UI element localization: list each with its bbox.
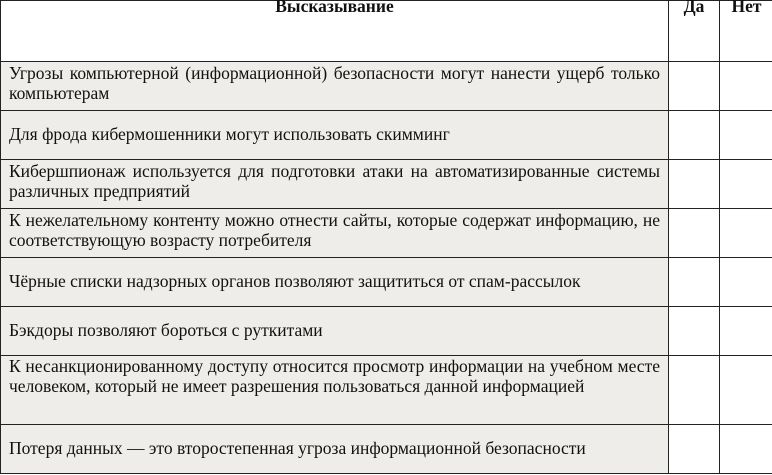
statement-cell: Угрозы компьютерной (информационной) безопасности могут нанести ущерб только компьютерам [1, 62, 669, 111]
statement-cell: К нежелательному контенту можно отнести сайты, которые содержат информацию, не соответствующую возрасту потребителя [1, 209, 669, 258]
answer-no-cell[interactable] [720, 307, 772, 356]
answer-yes-cell[interactable] [669, 258, 720, 307]
table-row [1, 111, 772, 160]
header-yes-label: Да [683, 0, 705, 16]
answer-no-cell[interactable] [720, 209, 772, 258]
table-row [1, 356, 772, 425]
statement-cell: Для фрода кибермошенники могут использовать скимминг [1, 111, 669, 160]
table-row [1, 258, 772, 307]
header-no [720, 1, 772, 62]
answer-no-cell[interactable] [720, 62, 772, 111]
answer-no-cell[interactable] [720, 258, 772, 307]
header-statement-label: Высказывание [275, 0, 394, 16]
answer-no-cell[interactable] [720, 356, 772, 425]
answer-no-cell[interactable] [720, 160, 772, 209]
table-header-row [1, 1, 772, 62]
header-no-label: Нет [731, 0, 762, 16]
answer-yes-cell[interactable] [669, 160, 720, 209]
answer-yes-cell[interactable] [669, 356, 720, 425]
statement-cell: К несанкционированному доступу относится просмотр информации на учебном месте человеком, который не имеет разрешения пользоваться данной информацией [1, 356, 669, 425]
header-yes [669, 1, 720, 62]
statement-cell: Потеря данных — это второстепенная угроза информационной безопасности [1, 425, 669, 474]
table-row [1, 209, 772, 258]
answer-yes-cell[interactable] [669, 307, 720, 356]
answer-yes-cell[interactable] [669, 425, 720, 474]
header-statement [1, 1, 669, 62]
table-row [1, 425, 772, 474]
table-row [1, 62, 772, 111]
answer-yes-cell[interactable] [669, 209, 720, 258]
statement-cell: Чёрные списки надзорных органов позволяют защититься от спам-рассылок [1, 258, 669, 307]
statement-cell: Кибершпионаж используется для подготовки атаки на автоматизированные системы различных предприятий [1, 160, 669, 209]
answer-yes-cell[interactable] [669, 62, 720, 111]
answer-no-cell[interactable] [720, 425, 772, 474]
statement-cell: Бэкдоры позволяют бороться с руткитами [1, 307, 669, 356]
table-row [1, 307, 772, 356]
table-row [1, 160, 772, 209]
answer-no-cell[interactable] [720, 111, 772, 160]
answer-yes-cell[interactable] [669, 111, 720, 160]
